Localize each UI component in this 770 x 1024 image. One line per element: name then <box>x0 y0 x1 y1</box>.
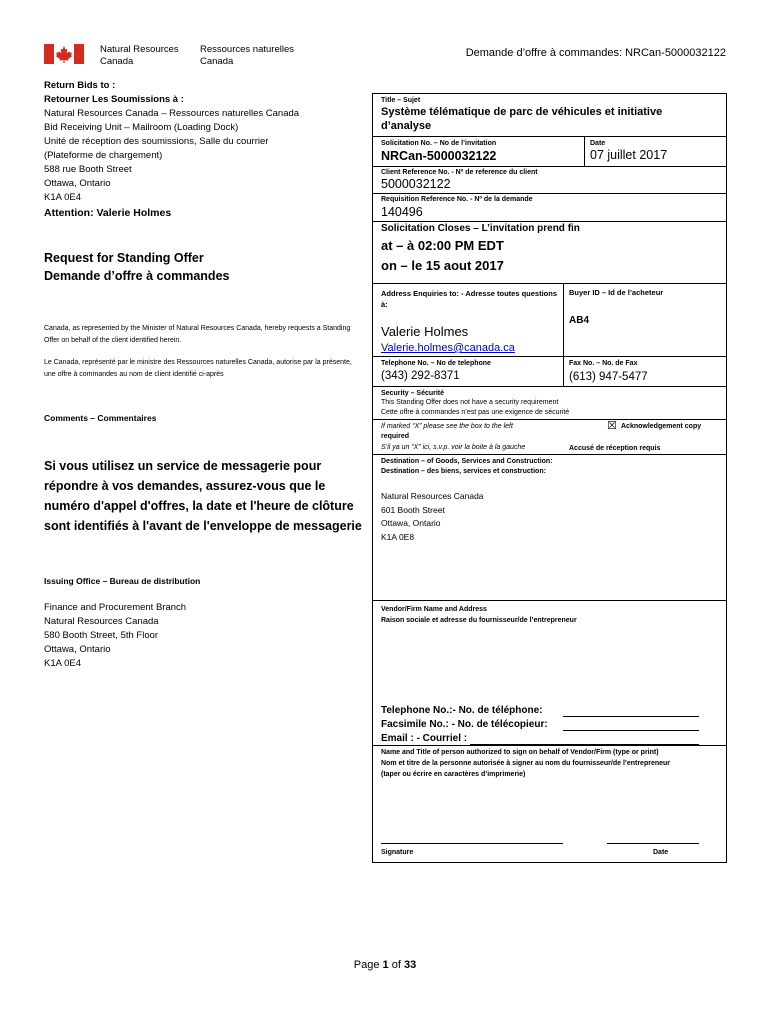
security-label: Security – Sécurité <box>381 390 445 397</box>
issuing-line: Natural Resources Canada <box>44 616 159 627</box>
comments-label: Comments – Commentaires <box>44 413 157 423</box>
request-paragraph-fr: Le Canada, représenté par le ministre des Ressources naturelles Canada, autorise par la présente, une offre à commandes au nom de client identifié ci-après <box>44 359 352 378</box>
signature-date-line[interactable] <box>607 843 699 844</box>
requisition-label: Requisition Reference No. - Nº de la demande <box>381 196 533 203</box>
destination-label-fr: Destination – des biens, services et construction: <box>381 468 546 475</box>
solicitation-value: NRCan-5000032122 <box>381 149 497 163</box>
return-bids-title-en: Return Bids to : <box>44 80 116 91</box>
signature-line[interactable] <box>381 843 563 844</box>
return-bids-title-fr: Retourner Les Soumissions à : <box>44 94 184 105</box>
phone-label: Telephone No. – No de telephone <box>381 360 491 367</box>
signature-date-label: Date <box>653 849 669 856</box>
page-current: 1 <box>382 959 389 971</box>
issuing-line: Ottawa, Ontario <box>44 644 111 655</box>
page-word: Page <box>353 959 380 971</box>
dept-fr-line2: Canada <box>200 56 234 67</box>
return-line: K1A 0E4 <box>44 192 81 203</box>
fax-label: Fax No. – No. de Fax <box>569 360 638 367</box>
phone-value: (343) 292-8371 <box>381 370 460 382</box>
page-total: 33 <box>403 959 417 971</box>
vendor-name-field[interactable] <box>381 630 711 695</box>
issuing-line: 580 Booth Street, 5th Floor <box>44 630 159 641</box>
return-line: Unité de réception des soumissions, Salle du courrier <box>44 136 269 147</box>
vendor-telephone-field[interactable] <box>563 706 699 717</box>
return-line: 588 rue Booth Street <box>44 164 132 175</box>
signature-label: Signature <box>381 849 414 856</box>
request-paragraph-en: Canada, as represented by the Minister of Natural Resources Canada, hereby requests a Standing Offer on behalf of the client identified herein. <box>44 325 351 344</box>
issuing-office-label: Issuing Office – Bureau de distribution <box>44 576 201 586</box>
department-name-en <box>100 44 179 68</box>
ack-copy-label: Acknowledgement copy <box>621 423 702 430</box>
request-title <box>44 249 229 285</box>
destination-address <box>381 490 484 544</box>
vendor-email-field[interactable] <box>470 734 699 745</box>
marked-required: required <box>381 433 410 440</box>
checkbox-checked-icon: ☒ <box>607 420 617 432</box>
closes-label: Solicitation Closes – L’invitation prend fin <box>381 223 580 234</box>
return-bids-block <box>44 79 364 220</box>
return-line: (Plateforme de chargement) <box>44 150 163 161</box>
solicitation-label: Solicitation No. – No de l’invitation <box>381 140 497 147</box>
dept-fr-line1: Ressources naturelles <box>200 44 294 55</box>
marked-text-fr: S’il ya un “X” ici, s.v.p. voir la boite à la gauche <box>381 444 526 451</box>
authorized-label-en: Name and Title of person authorized to sign on behalf of Vendor/Firm (type or print) <box>381 749 659 756</box>
vendor-telephone-label: Telephone No.:- No. de téléphone: <box>381 705 543 716</box>
authorized-label-note: (taper ou écrire en caractères d’imprimerie) <box>381 771 526 778</box>
contact-email-link[interactable]: Valerie.holmes@canada.ca <box>381 342 515 354</box>
destination-line: Ottawa, Ontario <box>381 518 441 528</box>
issuing-office-address <box>44 601 364 671</box>
vendor-email-row <box>381 733 467 744</box>
ack-fr-label: Accusé de réception requis <box>569 445 661 452</box>
destination-line: Natural Resources Canada <box>381 491 484 501</box>
enquiries-label: Address Enquiries to: - Adresse toutes questions à: <box>381 289 558 309</box>
destination-line: K1A 0E8 <box>381 531 415 542</box>
date-label: Date <box>590 140 606 147</box>
vendor-email-label: Email : - Courriel : <box>381 733 468 744</box>
client-ref-label: Client Reference No. - Nº de reference du client <box>381 169 538 176</box>
acknowledgement-checkbox[interactable] <box>607 420 617 432</box>
title-value: Système télématique de parc de véhicules et initiative d’analyse <box>381 106 663 132</box>
title-label: Title – Sujet <box>381 97 421 104</box>
authorized-label-fr: Nom et titre de la personne autorisée à signer au nom du fournisseur/de l’entrepreneur <box>381 760 671 767</box>
department-name-fr <box>200 44 294 68</box>
security-text-en: This Standing Offer does not have a security requirement <box>381 399 559 406</box>
contact-name: Valerie Holmes <box>381 324 469 339</box>
issuing-line: K1A 0E4 <box>44 658 81 669</box>
return-line: Natural Resources Canada – Ressources naturelles Canada <box>44 108 300 119</box>
return-line: Bid Receiving Unit – Mailroom (Loading Dock) <box>44 122 239 133</box>
client-ref-value: 5000032122 <box>381 177 451 191</box>
dept-en-line2: Canada <box>100 56 134 67</box>
fax-value: (613) 947-5477 <box>569 371 648 383</box>
closes-date: on – le 15 aout 2017 <box>381 258 504 273</box>
request-title-en: Request for Standing Offer <box>44 251 204 265</box>
vendor-label-en: Vendor/Firm Name and Address <box>381 606 487 613</box>
page-number <box>0 959 770 971</box>
date-value: 07 juillet 2017 <box>590 148 668 162</box>
attention-line: Attention: Valerie Holmes <box>44 207 172 219</box>
vendor-fax-label: Facsimile No.: - No. de télécopieur: <box>381 719 548 730</box>
issuing-line: Finance and Procurement Branch <box>44 602 187 613</box>
logo <box>44 44 84 64</box>
vendor-fax-row <box>381 719 548 730</box>
vendor-label-fr: Raison sociale et adresse du fournisseur/de l’entrepreneur <box>381 617 577 624</box>
courier-notice: Si vous utilisez un service de messagerie pour répondre à vos demandes, assurez-vous que le numéro d'appel d'offres, la date et l'heure de clôture sont identifiés à l'avant de l'enveloppe de messagerie <box>44 459 362 533</box>
destination-label-en: Destination – of Goods, Services and Construction: <box>381 458 553 465</box>
destination-line: 601 Booth Street <box>381 504 445 515</box>
requisition-value: 140496 <box>381 205 423 219</box>
closes-time: at – à 02:00 PM EDT <box>381 238 504 253</box>
marked-text-en: If marked “X” please see the box to the left <box>381 423 513 430</box>
security-text-fr: Cette offre à commandes n’est pas une exigence de sécurité <box>381 409 570 416</box>
document-reference: Demande d’offre à commandes: NRCan-5000032122 <box>465 47 726 59</box>
vendor-telephone-row <box>381 705 542 716</box>
buyer-label: Buyer ID – Id de l’acheteur <box>569 288 664 297</box>
request-title-fr: Demande d’offre à commandes <box>44 269 230 283</box>
page-of: of <box>391 959 401 971</box>
vendor-fax-field[interactable] <box>563 720 699 731</box>
buyer-value: AB4 <box>569 315 590 326</box>
canada-flag-icon <box>44 44 84 64</box>
return-line: Ottawa, Ontario <box>44 178 111 189</box>
dept-en-line1: Natural Resources <box>100 44 179 55</box>
